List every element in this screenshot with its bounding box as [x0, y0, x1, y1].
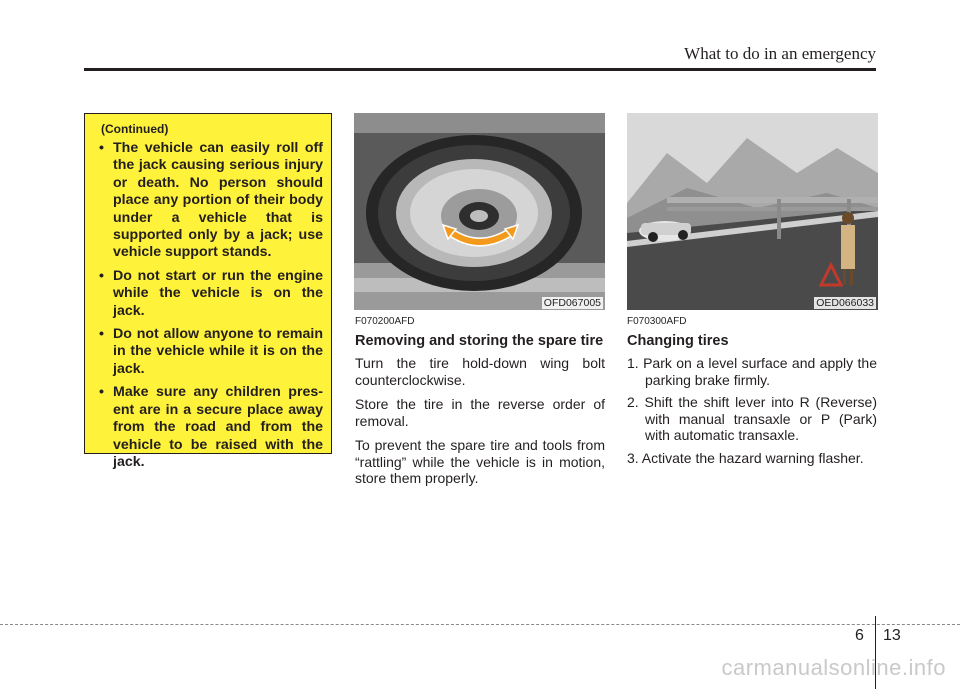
paragraph: To prevent the spare tire and tools from “rattling” while the vehicle is in motion, store them properly.	[355, 437, 605, 486]
spare-tire-illustration	[354, 113, 605, 310]
section-title: Removing and storing the spare tire	[355, 333, 604, 349]
paragraph: Store the tire in the reverse order of removal.	[355, 396, 605, 429]
warning-box	[84, 113, 332, 470]
figure-code: OFD067005	[543, 297, 601, 309]
footer-rule	[0, 624, 960, 625]
section-code: F070200AFD	[355, 316, 415, 327]
paragraph: Turn the tire hold-down wing bolt counterclockwise.	[355, 355, 605, 388]
section-title: Changing tires	[627, 333, 729, 349]
page-header-title: What to do in an emergency	[684, 44, 876, 63]
watermark: carmanualsonline.info	[721, 655, 946, 680]
warning-item: • The vehicle can easily roll off the jack causing serious injury or death. No person should place any portion of their body under a vehicle that is supported only by a jack; use vehicle support stands.	[93, 140, 323, 262]
step-item: 1. Park on a level surface and apply the parking brake firmly.	[627, 355, 877, 388]
spare-tire-section	[355, 316, 605, 495]
chapter-number: 6	[855, 627, 864, 644]
warning-list	[93, 140, 323, 471]
changing-tires-section	[627, 316, 877, 472]
spare-tire-figure	[354, 113, 605, 310]
warning-item: • Do not start or run the engine while the vehicle is on the jack.	[93, 268, 323, 320]
figure-code: OED066033	[816, 297, 874, 309]
step-item: 3. Activate the hazard warning flasher.	[627, 449, 864, 466]
warning-continued-label: (Continued)	[101, 122, 169, 136]
warning-item: • Do not allow anyone to remain in the vehicle while it is on the jack.	[93, 326, 323, 378]
page-number: 13	[883, 627, 901, 644]
section-code: F070300AFD	[627, 316, 687, 327]
roadside-figure	[627, 113, 878, 310]
header-rule	[84, 68, 876, 71]
warning-item: • Make sure any children present are in a secure place away from the road and from the vehicle to be raised with the jack.	[93, 384, 323, 471]
step-item: 2. Shift the shift lever into R (Reverse) with manual transaxle or P (Park) with automatic transaxle.	[627, 394, 877, 443]
roadside-illustration	[627, 113, 878, 310]
